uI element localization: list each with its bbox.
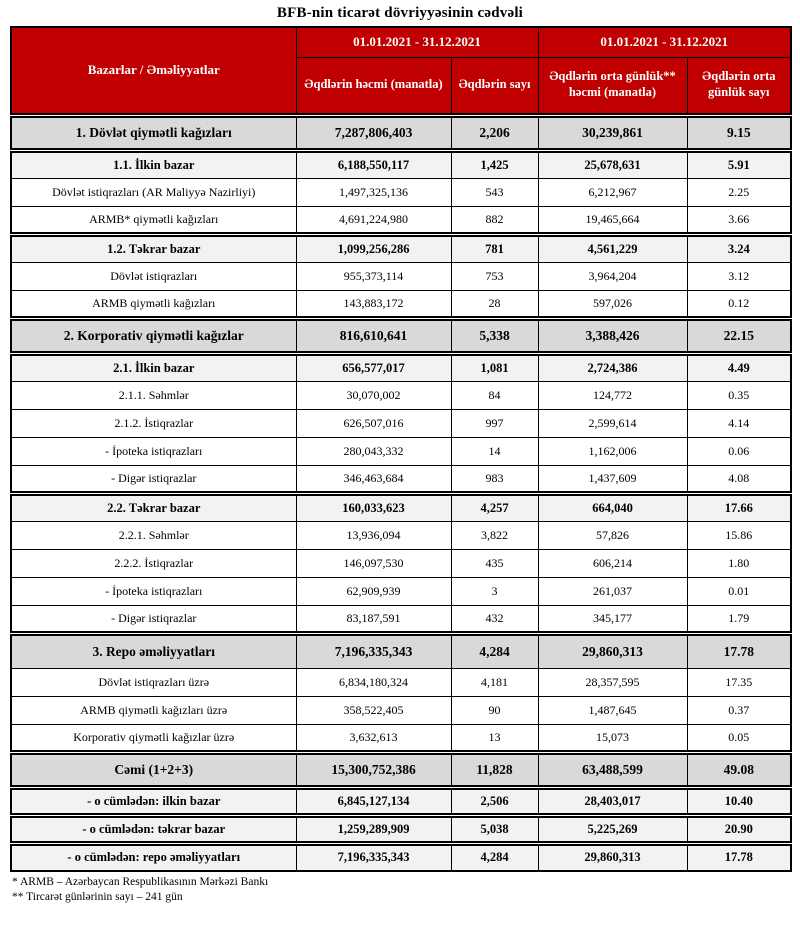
table-row: [11, 290, 791, 318]
market-label-cell: - Digər istiqrazlar: [11, 465, 296, 493]
daily-volume-cell: 29,860,313: [538, 843, 687, 871]
daily-volume-cell: 606,214: [538, 549, 687, 577]
daily-count-cell: 4.08: [687, 465, 791, 493]
daily-count-cell: 3.66: [687, 206, 791, 234]
table-row: [11, 262, 791, 290]
volume-cell: 358,522,405: [296, 696, 451, 724]
table-row: [11, 752, 791, 787]
volume-cell: 816,610,641: [296, 318, 451, 353]
daily-volume-cell: 63,488,599: [538, 752, 687, 787]
volume-cell: 160,033,623: [296, 493, 451, 521]
count-cell: 1,425: [451, 150, 538, 178]
count-cell: 28: [451, 290, 538, 318]
table-row: [11, 815, 791, 843]
daily-count-cell: 17.78: [687, 633, 791, 668]
volume-cell: 30,070,002: [296, 381, 451, 409]
daily-count-cell: 0.37: [687, 696, 791, 724]
market-label-cell: Dövlət istiqrazları üzrə: [11, 668, 296, 696]
daily-count-cell: 5.91: [687, 150, 791, 178]
header-col-daily-volume: Əqdlərin orta günlük** həcmi (manatla): [538, 57, 687, 115]
market-label-cell: 2.1.2. İstiqrazlar: [11, 409, 296, 437]
count-cell: 4,284: [451, 843, 538, 871]
market-label-cell: 2.1. İlkin bazar: [11, 353, 296, 381]
volume-cell: 7,287,806,403: [296, 115, 451, 150]
daily-volume-cell: 25,678,631: [538, 150, 687, 178]
daily-count-cell: 0.06: [687, 437, 791, 465]
count-cell: 435: [451, 549, 538, 577]
count-cell: 3: [451, 577, 538, 605]
daily-volume-cell: 3,964,204: [538, 262, 687, 290]
daily-volume-cell: 2,599,614: [538, 409, 687, 437]
header-period-left: 01.01.2021 - 31.12.2021: [296, 27, 538, 57]
table-row: [11, 318, 791, 353]
market-label-cell: 1.2. Təkrar bazar: [11, 234, 296, 262]
table-row: [11, 465, 791, 493]
market-label-cell: Dövlət istiqrazları (AR Maliyyə Nazirliyi): [11, 178, 296, 206]
daily-count-cell: 0.35: [687, 381, 791, 409]
volume-cell: 62,909,939: [296, 577, 451, 605]
daily-count-cell: 17.35: [687, 668, 791, 696]
count-cell: 84: [451, 381, 538, 409]
daily-count-cell: 17.66: [687, 493, 791, 521]
daily-volume-cell: 28,403,017: [538, 787, 687, 815]
volume-cell: 3,632,613: [296, 724, 451, 752]
volume-cell: 626,507,016: [296, 409, 451, 437]
market-label-cell: Korporativ qiymətli kağızlar üzrə: [11, 724, 296, 752]
market-label-cell: - o cümlədən: ilkin bazar: [11, 787, 296, 815]
table-row: [11, 178, 791, 206]
market-label-cell: 2.1.1. Səhmlər: [11, 381, 296, 409]
footnote-trading-days: ** Tircarət günlərinin sayı – 241 gün: [12, 891, 183, 903]
daily-volume-cell: 1,437,609: [538, 465, 687, 493]
daily-volume-cell: 664,040: [538, 493, 687, 521]
market-label-cell: Dövlət istiqrazları: [11, 262, 296, 290]
market-label-cell: 2.2.1. Səhmlər: [11, 521, 296, 549]
count-cell: 543: [451, 178, 538, 206]
table-row: [11, 206, 791, 234]
header-col-daily-count: Əqdlərin orta günlük sayı: [687, 57, 791, 115]
daily-count-cell: 1.80: [687, 549, 791, 577]
daily-volume-cell: 597,026: [538, 290, 687, 318]
volume-cell: 143,883,172: [296, 290, 451, 318]
daily-count-cell: 3.12: [687, 262, 791, 290]
table-row: [11, 549, 791, 577]
table-row: [11, 234, 791, 262]
table-row: [11, 668, 791, 696]
table-row: [11, 843, 791, 871]
count-cell: 983: [451, 465, 538, 493]
table-row: [11, 696, 791, 724]
volume-cell: 656,577,017: [296, 353, 451, 381]
volume-cell: 1,259,289,909: [296, 815, 451, 843]
daily-count-cell: 0.12: [687, 290, 791, 318]
daily-volume-cell: 2,724,386: [538, 353, 687, 381]
volume-cell: 955,373,114: [296, 262, 451, 290]
header-col-volume: Əqdlərin həcmi (manatla): [296, 57, 451, 115]
daily-count-cell: 17.78: [687, 843, 791, 871]
count-cell: 13: [451, 724, 538, 752]
table-row: [11, 724, 791, 752]
daily-count-cell: 4.14: [687, 409, 791, 437]
page-title: BFB-nin ticarət dövriyyəsinin cədvəli: [276, 5, 524, 21]
count-cell: 4,284: [451, 633, 538, 668]
volume-cell: 7,196,335,343: [296, 843, 451, 871]
table-row: [11, 409, 791, 437]
table-row: [11, 150, 791, 178]
daily-count-cell: 9.15: [687, 115, 791, 150]
daily-count-cell: 10.40: [687, 787, 791, 815]
table-body: [11, 115, 791, 871]
daily-volume-cell: 261,037: [538, 577, 687, 605]
market-label-cell: ARMB qiymətli kağızları üzrə: [11, 696, 296, 724]
table-row: [11, 381, 791, 409]
volume-cell: 6,834,180,324: [296, 668, 451, 696]
count-cell: 2,206: [451, 115, 538, 150]
table-row: [11, 115, 791, 150]
market-label-cell: Cəmi (1+2+3): [11, 752, 296, 787]
daily-volume-cell: 6,212,967: [538, 178, 687, 206]
table-row: [11, 605, 791, 633]
daily-volume-cell: 30,239,861: [538, 115, 687, 150]
market-label-cell: 2.2.2. İstiqrazlar: [11, 549, 296, 577]
count-cell: 3,822: [451, 521, 538, 549]
daily-count-cell: 15.86: [687, 521, 791, 549]
market-label-cell: 1.1. İlkin bazar: [11, 150, 296, 178]
daily-volume-cell: 4,561,229: [538, 234, 687, 262]
count-cell: 11,828: [451, 752, 538, 787]
volume-cell: 346,463,684: [296, 465, 451, 493]
market-label-cell: - İpoteka istiqrazları: [11, 577, 296, 605]
daily-count-cell: 49.08: [687, 752, 791, 787]
count-cell: 5,038: [451, 815, 538, 843]
count-cell: 753: [451, 262, 538, 290]
count-cell: 997: [451, 409, 538, 437]
volume-cell: 13,936,094: [296, 521, 451, 549]
daily-count-cell: 4.49: [687, 353, 791, 381]
daily-volume-cell: 1,162,006: [538, 437, 687, 465]
market-label-cell: ARMB* qiymətli kağızları: [11, 206, 296, 234]
volume-cell: 6,845,127,134: [296, 787, 451, 815]
count-cell: 14: [451, 437, 538, 465]
daily-volume-cell: 5,225,269: [538, 815, 687, 843]
footnote-armb: * ARMB – Azərbaycan Respublikasının Mərkəzi Bankı: [12, 876, 269, 888]
header-markets: Bazarlar / Əməliyyatlar: [11, 27, 296, 115]
table-row: [11, 437, 791, 465]
daily-volume-cell: 29,860,313: [538, 633, 687, 668]
table-row: [11, 353, 791, 381]
header-period-right: 01.01.2021 - 31.12.2021: [538, 27, 791, 57]
daily-count-cell: 0.01: [687, 577, 791, 605]
daily-volume-cell: 3,388,426: [538, 318, 687, 353]
count-cell: 5,338: [451, 318, 538, 353]
count-cell: 2,506: [451, 787, 538, 815]
volume-cell: 146,097,530: [296, 549, 451, 577]
header-col-count: Əqdlərin sayı: [451, 57, 538, 115]
daily-volume-cell: 1,487,645: [538, 696, 687, 724]
market-label-cell: 1. Dövlət qiymətli kağızları: [11, 115, 296, 150]
table-row: [11, 521, 791, 549]
table-row: [11, 633, 791, 668]
market-label-cell: - İpoteka istiqrazları: [11, 437, 296, 465]
table-row: [11, 577, 791, 605]
daily-count-cell: 3.24: [687, 234, 791, 262]
count-cell: 781: [451, 234, 538, 262]
table-row: [11, 787, 791, 815]
turnover-table: [10, 26, 792, 872]
volume-cell: 280,043,332: [296, 437, 451, 465]
count-cell: 4,181: [451, 668, 538, 696]
market-label-cell: - o cümlədən: repo əməliyyatları: [11, 843, 296, 871]
market-label-cell: 3. Repo əməliyyatları: [11, 633, 296, 668]
daily-volume-cell: 345,177: [538, 605, 687, 633]
daily-count-cell: 2.25: [687, 178, 791, 206]
header-period-row: [11, 27, 791, 57]
footnotes: [12, 875, 800, 905]
daily-count-cell: 22.15: [687, 318, 791, 353]
volume-cell: 7,196,335,343: [296, 633, 451, 668]
count-cell: 882: [451, 206, 538, 234]
daily-volume-cell: 15,073: [538, 724, 687, 752]
count-cell: 4,257: [451, 493, 538, 521]
daily-count-cell: 0.05: [687, 724, 791, 752]
market-label-cell: ARMB qiymətli kağızları: [11, 290, 296, 318]
market-label-cell: 2. Korporativ qiymətli kağızlar: [11, 318, 296, 353]
table-row: [11, 493, 791, 521]
volume-cell: 6,188,550,117: [296, 150, 451, 178]
count-cell: 90: [451, 696, 538, 724]
market-label-cell: - o cümlədən: təkrar bazar: [11, 815, 296, 843]
market-label-cell: - Digər istiqrazlar: [11, 605, 296, 633]
count-cell: 432: [451, 605, 538, 633]
volume-cell: 1,497,325,136: [296, 178, 451, 206]
market-label-cell: 2.2. Təkrar bazar: [11, 493, 296, 521]
count-cell: 1,081: [451, 353, 538, 381]
daily-volume-cell: 28,357,595: [538, 668, 687, 696]
daily-volume-cell: 19,465,664: [538, 206, 687, 234]
volume-cell: 15,300,752,386: [296, 752, 451, 787]
daily-count-cell: 20.90: [687, 815, 791, 843]
table-header: [11, 27, 791, 115]
volume-cell: 1,099,256,286: [296, 234, 451, 262]
volume-cell: 4,691,224,980: [296, 206, 451, 234]
daily-volume-cell: 57,826: [538, 521, 687, 549]
daily-volume-cell: 124,772: [538, 381, 687, 409]
daily-count-cell: 1.79: [687, 605, 791, 633]
volume-cell: 83,187,591: [296, 605, 451, 633]
